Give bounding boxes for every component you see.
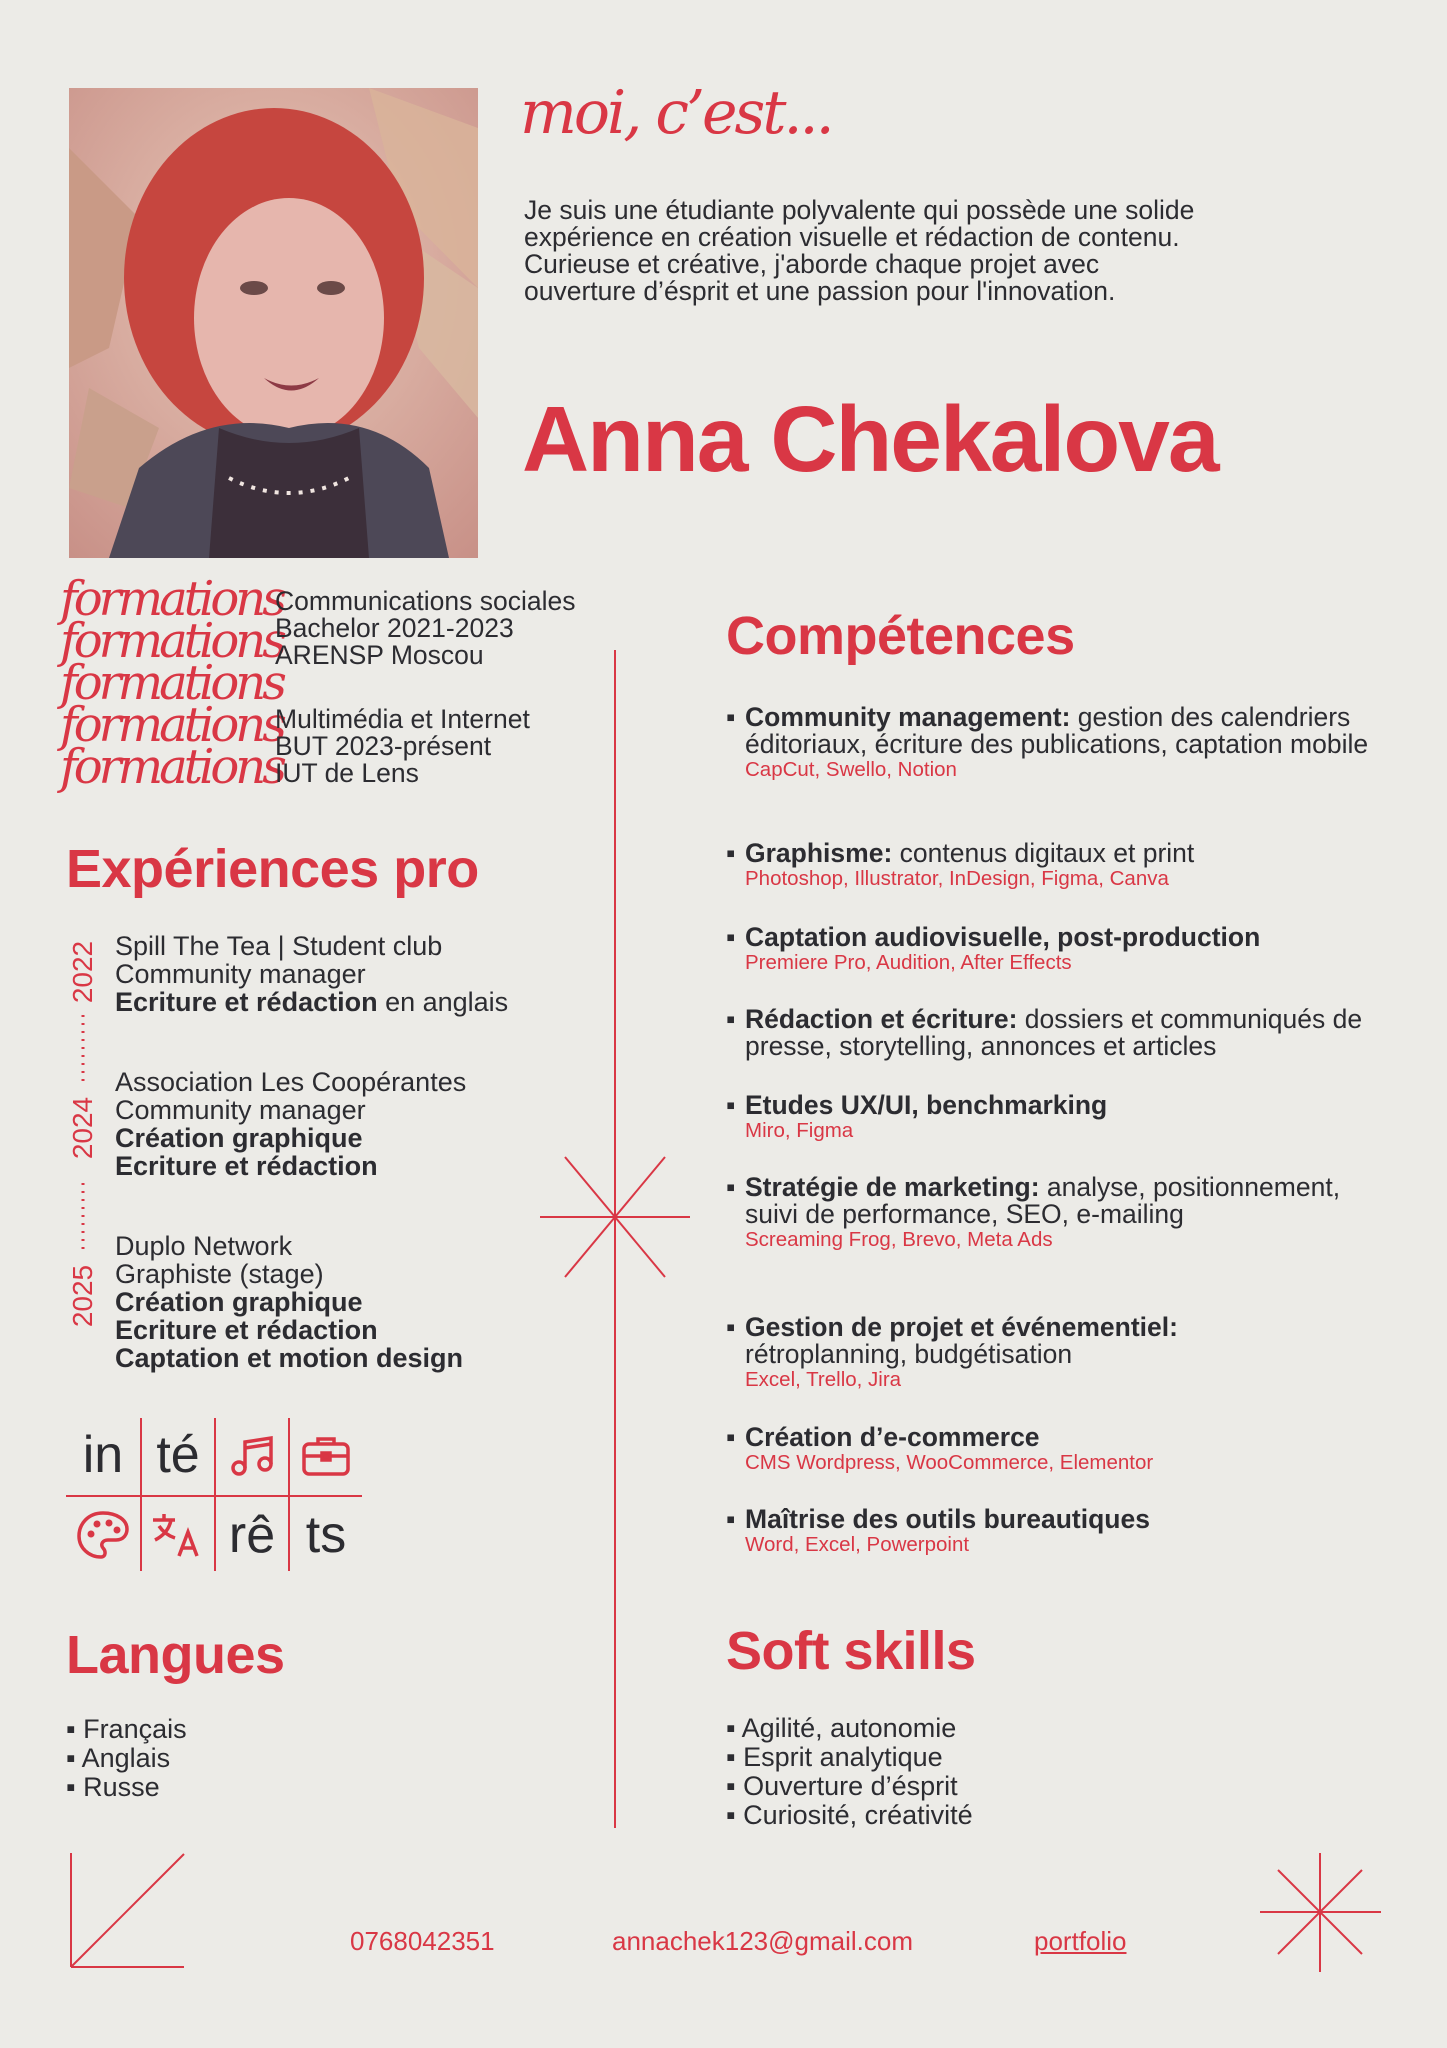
interets-letters: té — [156, 1426, 200, 1484]
briefcase-icon — [289, 1416, 363, 1494]
profile-photo — [69, 88, 478, 558]
task-bold: Ecriture et rédaction — [115, 1315, 378, 1345]
soft-skills-list — [726, 1714, 973, 1830]
experience-org: Duplo Network — [115, 1231, 293, 1261]
list-item: ▪ Curiosité, créativité — [726, 1800, 973, 1830]
intro-heading: moi, c’est... — [520, 78, 832, 148]
competence-tools: Excel, Trello, Jira — [745, 1368, 902, 1391]
intro-line: expérience en création visuelle et rédaction de contenu. — [524, 222, 1180, 252]
year-label: 2025 — [67, 1264, 98, 1328]
formation-line: Bachelor 2021-2023 — [275, 613, 514, 643]
langues-list — [66, 1715, 187, 1802]
interets-grid — [66, 1416, 366, 1576]
timeline-dots — [78, 1015, 88, 1265]
competence-tools: CMS Wordpress, WooCommerce, Elementor — [745, 1451, 1154, 1474]
experience-role: Graphiste (stage) — [115, 1259, 324, 1289]
year-label: 2024 — [67, 1096, 98, 1160]
intro-line: Curieuse et créative, j'aborde chaque projet avec — [524, 249, 1100, 279]
experience-org: Association Les Coopérantes — [115, 1067, 467, 1097]
competence-item: ▪ Graphisme: contenus digitaux et print Photoshop, Illustrator, InDesign, Figma, Canva — [726, 840, 1426, 891]
experience-role: Community manager — [115, 959, 366, 989]
formations-script-word: formations — [60, 571, 283, 627]
music-note-icon — [215, 1416, 289, 1494]
formations-script-word: formations — [60, 655, 283, 711]
task-suffix: en anglais — [377, 987, 509, 1017]
formation-item — [275, 706, 530, 787]
experience-item — [115, 1232, 463, 1372]
task-bold: Création graphique — [115, 1123, 363, 1153]
competences-title: Compétences — [726, 606, 1075, 666]
palette-icon — [66, 1496, 140, 1574]
list-item: ▪ Ouverture d’ésprit — [726, 1771, 958, 1801]
intro-line: ouverture d’ésprit et une passion pour l'innovation. — [524, 276, 1116, 306]
intro-paragraph — [524, 197, 1344, 305]
person-name: Anna Chekalova — [522, 387, 1218, 491]
competence-tools: Photoshop, Illustrator, InDesign, Figma, Canva — [745, 867, 1169, 890]
competence-tools: Screaming Frog, Brevo, Meta Ads — [745, 1228, 1053, 1251]
list-item: ▪ Esprit analytique — [726, 1742, 943, 1772]
competence-item: ▪ Gestion de projet et événementiel: rétroplanning, budgétisation Excel, Trello, Jira — [726, 1314, 1426, 1392]
experience-item — [115, 1068, 466, 1180]
formation-line: Communications sociales — [275, 586, 576, 616]
interets-letters: rê — [228, 1506, 276, 1564]
experiences-title: Expériences pro — [66, 839, 479, 899]
intro-line: Je suis une étudiante polyvalente qui possède une solide — [524, 195, 1195, 225]
formation-line: IUT de Lens — [275, 758, 419, 788]
formations-script-word: formations — [60, 613, 283, 669]
task-bold: Captation et motion design — [115, 1343, 463, 1373]
task-bold: Création graphique — [115, 1287, 363, 1317]
competence-item: ▪ Captation audiovisuelle, post-production Premiere Pro, Audition, After Effects — [726, 924, 1426, 975]
experience-role: Community manager — [115, 1095, 366, 1125]
interets-letters: in — [82, 1426, 124, 1484]
experience-item — [115, 932, 508, 1016]
formation-line: BUT 2023-présent — [275, 731, 492, 761]
competence-tools: Miro, Figma — [745, 1119, 854, 1142]
list-item: ▪ Russe — [66, 1772, 160, 1802]
competence-item: ▪ Rédaction et écriture: dossiers et communiqués de presse, storytelling, annonces et articles — [726, 1004, 1363, 1061]
list-item: ▪ Anglais — [66, 1743, 171, 1773]
phone-number[interactable]: 0768042351 — [350, 1926, 495, 1956]
task-bold: Ecriture et rédaction — [115, 1151, 378, 1181]
formations-script-word: formations — [60, 697, 283, 753]
competence-item: ▪ Community management: gestion des calendriers éditoriaux, écriture des publications, captation mobile CapCut, Swello, Notion — [726, 704, 1426, 782]
formation-line: Multimédia et Internet — [275, 704, 530, 734]
list-item: ▪ Français — [66, 1714, 187, 1744]
competence-item: ▪ Stratégie de marketing: analyse, positionnement, suivi de performance, SEO, e-mailing Screaming Frog, Brevo, Meta Ads — [726, 1174, 1426, 1252]
portfolio-link[interactable]: portfolio — [1034, 1926, 1127, 1956]
formations-script-word: formations — [60, 739, 283, 795]
competence-tools: Premiere Pro, Audition, After Effects — [745, 951, 1072, 974]
competence-item: ▪ Etudes UX/UI, benchmarking Miro, Figma — [726, 1092, 1426, 1143]
translate-icon — [141, 1496, 215, 1574]
asterisk-star-icon — [1258, 1850, 1383, 1975]
corner-arrow-icon — [66, 1850, 196, 1970]
divider-line — [530, 650, 700, 1830]
task-bold: Ecriture et rédaction — [115, 987, 378, 1017]
langues-title: Langues — [66, 1625, 285, 1685]
email-link[interactable]: annachek123@gmail.com — [612, 1926, 914, 1956]
competence-item: ▪ Création d’e-commerce CMS Wordpress, WooCommerce, Elementor — [726, 1424, 1426, 1475]
formation-line: ARENSP Moscou — [275, 640, 484, 670]
competence-tools: Word, Excel, Powerpoint — [745, 1533, 970, 1556]
competence-item: ▪ Maîtrise des outils bureautiques Word, Excel, Powerpoint — [726, 1506, 1426, 1557]
year-label: 2022 — [67, 940, 98, 1004]
experience-task — [115, 988, 508, 1016]
soft-skills-title: Soft skills — [726, 1621, 976, 1681]
competence-tools: CapCut, Swello, Notion — [745, 758, 957, 781]
interets-letters: ts — [305, 1506, 347, 1564]
list-item: ▪ Agilité, autonomie — [726, 1713, 957, 1743]
experience-org: Spill The Tea | Student club — [115, 931, 443, 961]
